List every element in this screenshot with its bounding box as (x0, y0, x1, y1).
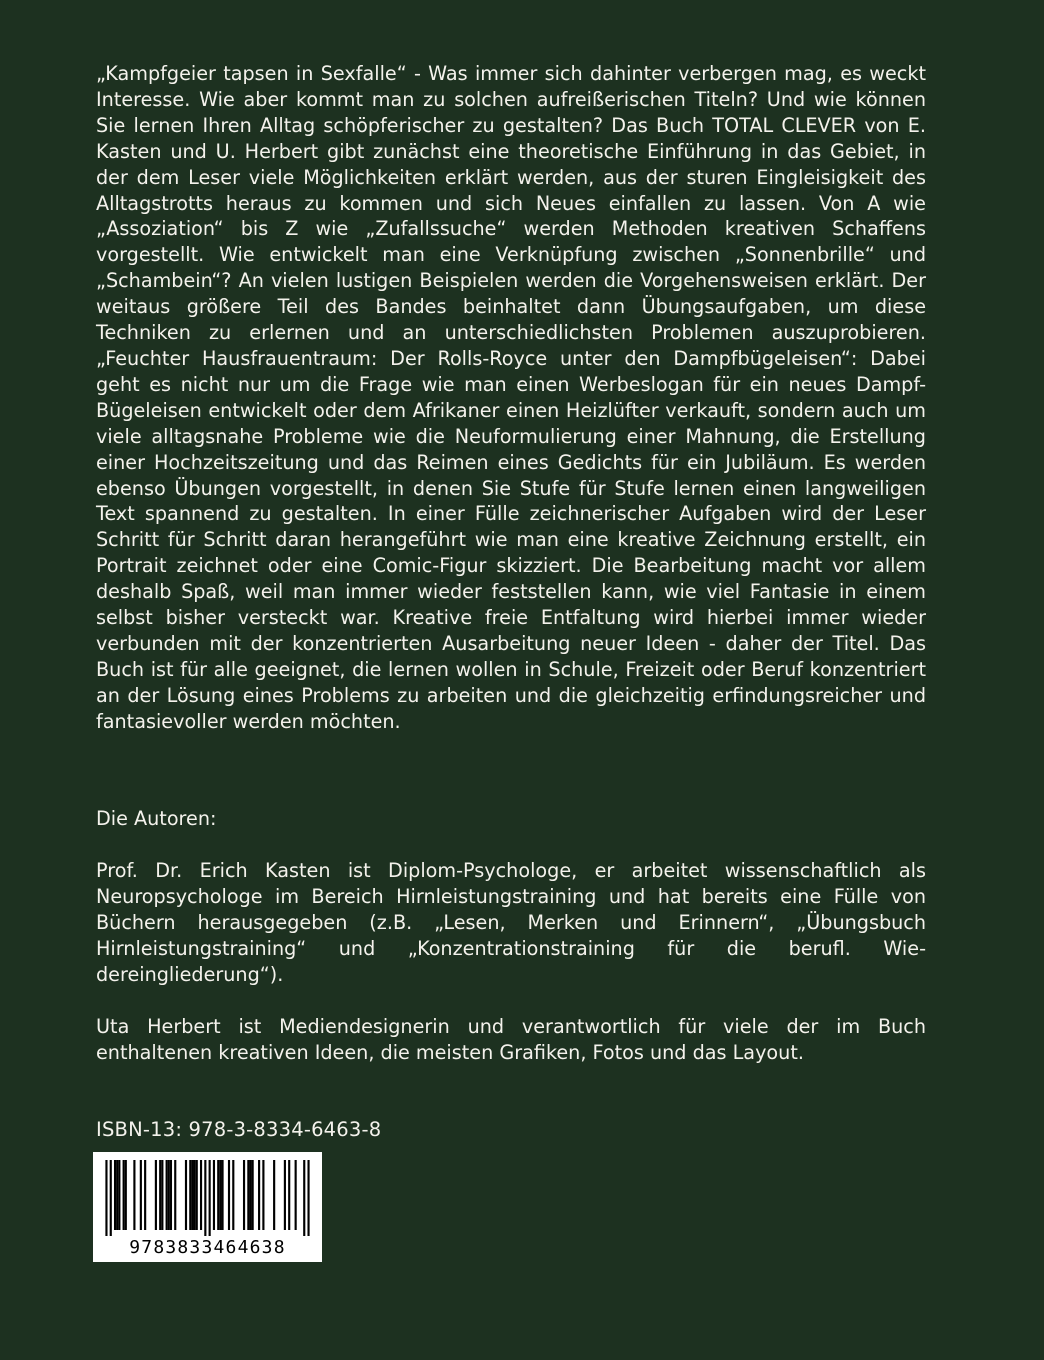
barcode-bar (133, 1160, 135, 1230)
barcode-bar (168, 1160, 170, 1230)
barcode-bar (194, 1160, 196, 1230)
barcode-bar (262, 1160, 264, 1230)
barcode-bar (204, 1160, 206, 1236)
barcode-bar (243, 1160, 245, 1230)
barcode-bar (140, 1160, 142, 1230)
barcode-bar (174, 1160, 176, 1230)
barcode-bar (209, 1160, 211, 1236)
barcode-bar (217, 1160, 219, 1230)
author-bio-kasten: Prof. Dr. Erich Kasten ist Diplom-Psychologe, er arbeitet wissenschaftlich als Neuropsychologe im Bereich Hirnleistungstraining und hat bereits eine Fülle von Büchern herausgegeben (z.B. „Lesen, Merken und Erinnern“, „Übungsbuch Hirnleistungstraining“ und „Konzentrationstraining für die berufl. Wiedereingliederung“). (96, 859, 926, 986)
barcode-bar (155, 1160, 157, 1230)
isbn-barcode (93, 1152, 322, 1262)
barcode-bar (166, 1160, 168, 1230)
barcode-bar (189, 1160, 191, 1230)
barcode-bar (191, 1160, 193, 1230)
barcode-bar (196, 1160, 198, 1230)
book-blurb: „Kampfgeier tapsen in Sexfalle“ - Was immer sich dahinter verbergen mag, es weckt Interesse. Wie aber kommt man zu solchen aufreißerischen Titeln? Und wie können Sie lernen Ihren Alltag schöpferischer zu gestalten? Das Buch TOTAL CLEVER von E. Kasten und U. Herbert gibt zunächst eine theoretische Einführung in das Gebiet, in der dem Leser viele Möglichkeiten erklärt werden, aus der sturen Eingleisigkeit des Alltagstrotts heraus zu kommen und sich Neues einfallen zu lassen. Von A wie „Assoziation“ bis Z wie „Zufallssuche“ werden Methoden kreativen Schaffens vorgestellt. Wie entwickelt man eine Verknüpfung zwischen „Sonnenbrille“ und „Schambein“? An vielen lustigen Beispielen werden die Vorgehensweisen erklärt. Der weitaus größere Teil des Bandes beinhaltet dann Übungsaufgaben, um diese Techniken zu erlernen und an unterschiedlichsten Problemen auszuprobieren. „Feuchter Hausfrauentraum: Der Rolls-Royce unter den Dampfbügeleisen“: Dabei geht es nicht nur um die Frage wie man einen Werbeslogan für ein neues Dampf-Bügeleisen entwickelt oder dem Afrikaner einen Heizlüfter verkauft, sondern auch um viele alltagsnahe Probleme wie die Neuformulierung einer Mahnung, die Erstellung einer Hochzeitszeitung und das Reimen eines Gedichts für ein Jubiläum. Es werden ebenso Übungen vorgestellt, in denen Sie Stufe für Stufe lernen einen langweiligen Text spannend zu gestalten. In einer Fülle zeichnerischer Aufgaben wird der Leser Schritt für Schritt daran herangeführt wie man eine kreative Zeichnung erstellt, ein Portrait zeichnet oder eine Comic-Figur skizziert. Die Bearbeitung macht vor allem deshalb Spaß, weil man immer wieder feststellen kann, wie viel Fantasie in einem selbst bisher versteckt war. Kreative freie Entfaltung wird hierbei immer wieder verbunden mit der konzentrierten Ausarbeitung neuer Ideen - daher der Titel. Das Buch ist für alle geeignet, die lernen wollen in Schule, Freizeit oder Beruf konzentriert an der Lösung eines Problems zu arbeiten und die gleichzeitig erfindungsreicher und fantasievoller werden möchten. (96, 62, 926, 733)
barcode-bar (110, 1160, 112, 1236)
barcode-bar (288, 1160, 290, 1230)
barcode-bar (303, 1160, 305, 1236)
barcode-bar (161, 1160, 163, 1230)
barcode-digits: 9783833464638 (129, 1236, 286, 1258)
isbn-label: ISBN-13: 978-3-8334-6463-8 (96, 1118, 382, 1141)
barcode-bar (123, 1160, 125, 1230)
barcode-bar (232, 1160, 234, 1230)
barcode-bar (284, 1160, 286, 1230)
barcode-bar (118, 1160, 120, 1230)
barcode-bar (105, 1160, 107, 1236)
barcode-bar (200, 1160, 202, 1230)
barcode-bar (247, 1160, 249, 1230)
barcode-bar (114, 1160, 116, 1230)
barcode-bar (213, 1160, 215, 1230)
barcode-bar (228, 1160, 230, 1230)
author-bio-herbert: Uta Herbert ist Mediendesignerin und verantwortlich für viele der im Buch enthaltenen kreativen Ideen, die meisten Grafiken, Fotos und das Layout. (96, 1015, 926, 1064)
barcode-bar (116, 1160, 118, 1230)
barcode-bar (252, 1160, 254, 1230)
barcode-bar (273, 1160, 275, 1230)
barcode-bar (219, 1160, 221, 1230)
barcode-bar (295, 1160, 297, 1230)
barcode-bar (144, 1160, 146, 1230)
barcode-bar (125, 1160, 127, 1230)
authors-heading: Die Autoren: (96, 807, 217, 830)
barcode-bar (307, 1160, 309, 1236)
barcode-bar (170, 1160, 172, 1230)
barcode-bar (258, 1160, 260, 1230)
barcode-bar (159, 1160, 161, 1230)
barcode-bar (221, 1160, 223, 1230)
barcode-bar (249, 1160, 251, 1230)
barcode-bar (185, 1160, 187, 1230)
